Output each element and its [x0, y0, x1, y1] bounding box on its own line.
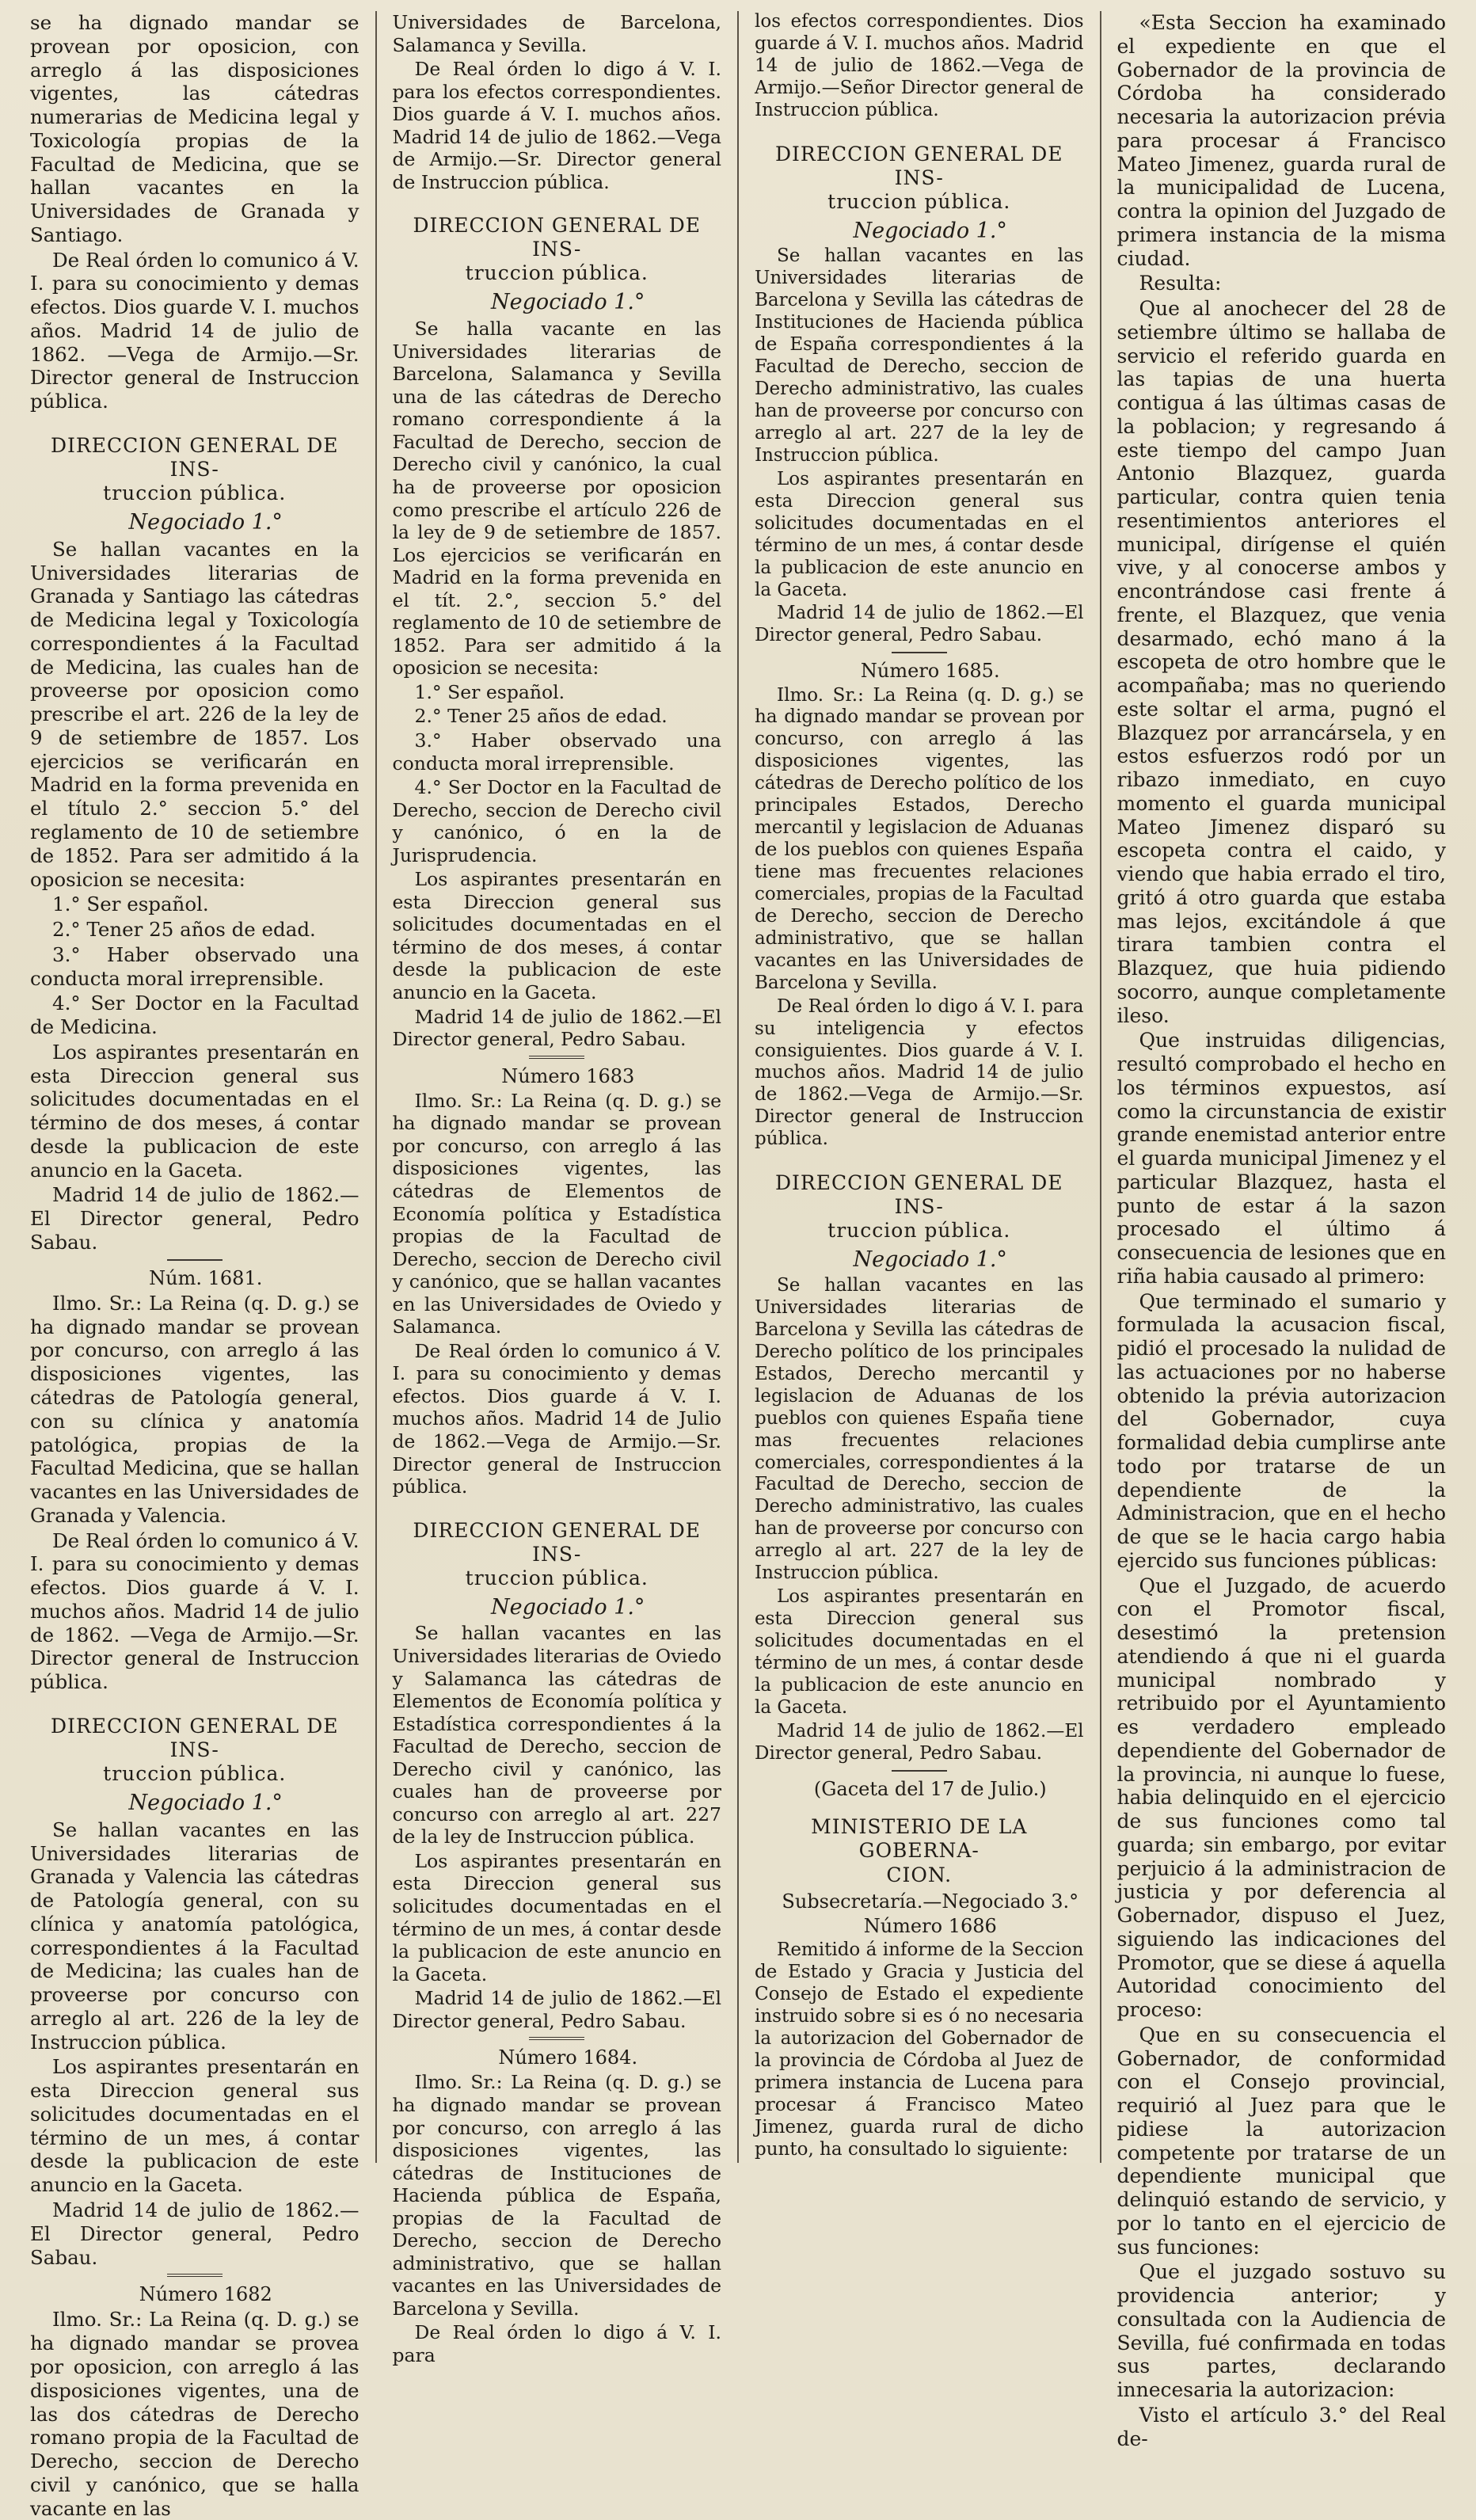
paragraph: Que el juzgado sostuvo su providencia anterior; y consultada con la Audiencia de Sevilla, fué confirmada en todas sus partes, declarando innecesaria la autorizacion: [1117, 2260, 1446, 2401]
paragraph: Remitido á informe de la Seccion de Estado y Gracia y Justicia del Consejo de Estado el expediente instruido sobre si es ó no necesaria la autorizacion del Gobernador de la provincia de Córdoba al Juez de primera instancia de Lucena para procesar á Francisco Mateo Jimenez, guarda rural de dicho punto, ha consultado lo siguiente: [755, 1939, 1084, 2160]
paragraph: se ha dignado mandar se provean por oposicion, con arreglo á las disposiciones vigentes, las cátedras numerarias de Medicina legal y Toxicología propias de la Facultad de Medicina, que se hallan vacantes en la Universidades de Granada y Santiago. [30, 11, 359, 246]
paragraph: Se hallan vacantes en la Universidades literarias de Granada y Santiago las cátedras de Medicina legal y Toxicología correspondientes á la Facultad de Medicina, las cuales han de proveerse por oposicion como prescribe el art. 226 de la ley de 9 de setiembre de 1857. Los ejercicios se verificarán en Madrid en la forma prevenida en el título 2.° seccion 5.° del reglamento de 10 de setiembre de 1852. Para ser admitido á la oposicion se necesita: [30, 537, 359, 891]
paragraph: Se hallan vacantes en las Universidades literarias de Oviedo y Salamanca las cátedras de Elementos de Economía política y Estadística correspondientes á la Facultad de Derecho, seccion de Derecho civil y canónico, las cuales han de proveerse por concurso con arreglo al art. 227 de la ley de Instruccion pública. [392, 1622, 721, 1848]
heading-subline: CION. [886, 1863, 953, 1886]
heading-line: MINISTERIO DE LA GOBERNA- [811, 1814, 1028, 1863]
requirement-item: 2.° Tener 25 años de edad. [52, 918, 316, 942]
section-heading [30, 434, 359, 505]
paragraph: De Real órden lo digo á V. I. para los efectos correspondientes. Dios guarde á V. I. muchos años. Madrid 14 de julio de 1862.—Vega de Armijo.—Sr. Director general de Instruccion pública. [392, 58, 721, 193]
subsecretaria-label: Subsecretaría.—Negociado 3.° [782, 1890, 1079, 1913]
ministry-heading [755, 1815, 1084, 1887]
notice-number: Número 1686 [863, 1915, 997, 1938]
requirement-item: 1.° Ser español. [414, 680, 565, 703]
heading-line: DIRECCION GENERAL DE INS- [413, 214, 701, 261]
negociado-label: Negociado 1.° [491, 290, 645, 315]
section-heading [755, 1171, 1084, 1243]
column-1 [14, 11, 375, 2520]
paragraph: Visto el artículo 3.° del Real de- [1117, 2403, 1446, 2450]
requirement-item: 3.° Haber observado una conducta moral irreprensible. [30, 942, 359, 990]
paragraph: De Real órden lo comunico á V. I. para su conocimiento y demas efectos. Dios guarde á V. I. muchos años. Madrid 14 de julio de 1862. —Vega de Armijo.—Sr. Director general de Instruccion pública. [30, 1528, 359, 1694]
heading-subline: truccion pública. [827, 189, 1011, 213]
paragraph: Se hallan vacantes en las Universidades literarias de Barcelona y Sevilla las cátedras de Instituciones de Hacienda pública de España correspondientes á la Facultad de Derecho, seccion de Derecho administrativo, las cuales han de proveerse por concurso con arreglo al art. 227 de la ley de Instruccion pública. [755, 246, 1084, 466]
heading-subline: truccion pública. [103, 1761, 287, 1785]
paragraph: Se hallan vacantes en las Universidades literarias de Barcelona y Sevilla las cátedras de Derecho político de los principales Estados, Derecho mercantil y legislacion de Aduanas de los pueblos con quienes España tiene mas frecuentes relaciones comerciales, correspondientes á la Facultad de Derecho, seccion de Derecho administrativo, las cuales han de proveerse por concurso con arreglo al art. 227 de la ley de Instruccion pública. [755, 1275, 1084, 1584]
requirement-item: 4.° Ser Doctor en la Facultad de Medicina. [30, 992, 359, 1039]
requirement-item: 4.° Ser Doctor en la Facultad de Derecho, seccion de Derecho civil y canónico, ó en la de Jurisprudencia. [392, 776, 721, 866]
paragraph: Que instruidas diligencias, resultó comprobado el hecho en los términos expuestos, así como la circunstancia de existir grande enemistad anterior entre el guarda municipal Jimenez y el particular Blazquez, hasta el punto de estar á la sazon procesado el último á consecuencia de lesiones que en riña habia causado al primero: [1117, 1029, 1446, 1288]
heading-line: DIRECCION GENERAL DE INS- [50, 434, 339, 482]
negociado-label: Negociado 1.° [128, 510, 283, 535]
paragraph: Madrid 14 de julio de 1862.—El Director general, Pedro Sabau. [30, 1183, 359, 1254]
heading-line: DIRECCION GENERAL DE INS- [413, 1518, 701, 1566]
requirement-item: 2.° Tener 25 años de edad. [414, 705, 668, 728]
paragraph: Que al anochecer del 28 de setiembre último se hallaba de servicio el referido guarda en las tapias de una huerta contigua á las últimas casas de la poblacion; y regresando á este tiempo del campo Juan Antonio Blazquez, guarda particular, contra quien tenia resentimientos anteriores el municipal, dirígense el quién vive, y al conocerse ambos y encontrándose casi frente á frente, el Blazquez, que venia desarmado, echó mano á la escopeta de otro hombre que le acompañaba; mas no queriendo este soltar el arma, pugnó el Blazquez por arrancársela, y en estos esfuerzos rodó por un ribazo inmediato, en cuyo momento el guarda municipal Mateo Jimenez disparó su escopeta contra el caido, y viendo que habia errado el tiro, gritó á otro guarda que estaba mas lejos, excitándole á que tirara tambien contra el Blazquez, que huia pidiendo socorro, aunque completamente ileso. [1117, 297, 1446, 1027]
heading-line: DIRECCION GENERAL DE INS- [774, 142, 1063, 189]
paragraph: Ilmo. Sr.: La Reina (q. D. g.) se ha dignado mandar se provea por oposicion, con arreglo á las disposiciones vigentes, una de las dos cátedras de Derecho romano propia de la Facultad de Derecho, seccion de Derecho civil y canónico, que se halla vacante en las [30, 2308, 359, 2520]
notice-number: Número 1685. [860, 660, 1000, 683]
paragraph: Ilmo. Sr.: La Reina (q. D. g.) se ha dignado mandar se provean por concurso, con arreglo á las disposiciones vigentes, las cátedras de Elementos de Economía política y Estadística propias de la Facultad de Derecho, seccion de Derecho civil y canónico, que se hallan vacantes en las Universidades de Oviedo y Salamanca. [392, 1089, 721, 1338]
heading-subline: truccion pública. [465, 1566, 649, 1589]
section-divider [529, 1056, 584, 1059]
negociado-label: Negociado 1.° [853, 1247, 1007, 1273]
section-divider [892, 1770, 947, 1772]
heading-subline: truccion pública. [827, 1219, 1011, 1243]
paragraph: Que en su consecuencia el Gobernador, de conformidad con el Consejo provincial, requirió al Juez para que le pidiese la autorizacion competente por tratarse de un dependiente municipal que delinquió estando de servicio, y por lo tanto en el ejercicio de sus funciones: [1117, 2023, 1446, 2259]
heading-subline: truccion pública. [103, 482, 287, 505]
paragraph: Que terminado el sumario y formulada la acusacion fiscal, pidió el procesado la nulidad de las actuaciones por no haberse obtenido la prévia autorizacion del Gobernador, cuya formalidad debia cumplirse ante todo por tratarse de un dependiente de la Administracion, que en el hecho de que se le hacia cargo habia ejercido sus funciones públicas: [1117, 1289, 1446, 1572]
paragraph: Madrid 14 de julio de 1862.—El Director general, Pedro Sabau. [755, 1720, 1084, 1764]
paragraph: Madrid 14 de julio de 1862.—El Director general, Pedro Sabau. [392, 1987, 721, 2032]
requirement-item: 1.° Ser español. [52, 893, 209, 916]
paragraph: Los aspirantes presentarán en esta Direccion general sus solicitudes documentadas en el término de un mes, á contar desde la publicacion de este anuncio en la Gaceta. [30, 2055, 359, 2197]
paragraph: De Real órden lo comunico á V. I. para su conocimiento y demas efectos. Dios guarde V. I. muchos años. Madrid 14 de julio de 1862. —Vega de Armijo.—Sr. Director general de Instruccion pública. [30, 248, 359, 413]
section-divider [529, 2037, 584, 2040]
column-4 [1100, 11, 1463, 2450]
paragraph: «Esta Seccion ha examinado el expediente en que el Gobernador de la provincia de Córdoba ha considerado necesaria la autorizacion prévia para procesar á Francisco Mateo Jimenez, guarda rural de la municipalidad de Lucena, contra la opinion del Juzgado de primera instancia de la misma ciudad. [1117, 11, 1446, 270]
paragraph: De Real órden lo comunico á V. I. para su conocimiento y demas efectos. Dios guarde á V. I. muchos años. Madrid 14 de Julio de 1862.—Vega de Armijo.—Sr. Director general de Instruccion pública. [392, 1339, 721, 1498]
paragraph: Ilmo. Sr.: La Reina (q. D. g.) se ha dignado mandar se provean por concurso, con arreglo á las disposiciones vigentes, las cátedras de Instituciones de Hacienda pública de España, propias de la Facultad de Derecho, seccion de Derecho administrativo, que se hallan vacantes en las Universidades de Barcelona y Sevilla. [392, 2071, 721, 2320]
paragraph: Universidades de Barcelona, Salamanca y Sevilla. [392, 11, 721, 56]
section-divider [892, 652, 947, 653]
notice-number: Núm. 1681. [149, 1266, 263, 1289]
heading-subline: truccion pública. [465, 261, 649, 285]
requirement-item: 3.° Haber observado una conducta moral irreprensible. [392, 729, 721, 775]
paragraph: Se halla vacante en las Universidades literarias de Barcelona, Salamanca y Sevilla una de las cátedras de Derecho romano correspondiente á la Facultad de Derecho, seccion de Derecho civil y canónico, la cual ha de proveerse por oposicion como prescribe el artículo 226 de la ley de 9 de setiembre de 1857. Los ejercicios se verificarán en Madrid en la forma prevenida en el tít. 2.°, seccion 5.° del reglamento de 10 de setiembre de 1852. Para ser admitido á la oposicion se necesita: [392, 318, 721, 679]
gaceta-reference: (Gaceta del 17 de Julio.) [813, 1777, 1047, 1800]
paragraph: Ilmo. Sr.: La Reina (q. D. g.) se ha dignado mandar se provean por concurso, con arreglo á las disposiciones vigentes, las cátedras de Derecho político de los principales Estados, Derecho mercantil y legislacion de Aduanas de los pueblos con quienes España tiene mas frecuentes relaciones comerciales, propias de la Facultad de Derecho, seccion de Derecho administrativo, que se hallan vacantes en las Universidades de Barcelona y Sevilla. [755, 684, 1084, 993]
heading-line: DIRECCION GENERAL DE INS- [774, 1171, 1063, 1219]
heading-line: DIRECCION GENERAL DE INS- [50, 1714, 339, 1761]
paragraph: Ilmo. Sr.: La Reina (q. D. g.) se ha dignado mandar se provean por concurso, con arreglo á las disposiciones vigentes, las cátedras de Patología general, con su clínica y anatomía patológica, propias de la Facultad Medicina, que se hallan vacantes en las Universidades de Granada y Valencia. [30, 1291, 359, 1527]
paragraph: Los aspirantes presentarán en esta Direccion general sus solicitudes documentadas en el término de un mes, á contar desde la publicacion de este anuncio en la Gaceta. [392, 1849, 721, 1985]
section-heading [393, 214, 722, 285]
paragraph: Madrid 14 de julio de 1862.—El Director general, Pedro Sabau. [30, 2198, 359, 2269]
negociado-label: Negociado 1.° [491, 1594, 645, 1620]
paragraph: Los aspirantes presentarán en esta Direccion general sus solicitudes documentadas en el término de un mes, á contar desde la publicacion de este anuncio en la Gaceta. [755, 1586, 1084, 1718]
paragraph: Los aspirantes presentarán en esta Direccion general sus solicitudes documentadas en el término de dos meses, á contar desde la publicacion de este anuncio en la Gaceta. [30, 1040, 359, 1182]
negociado-label: Negociado 1.° [853, 218, 1007, 243]
paragraph: Los aspirantes presentarán en esta Direccion general sus solicitudes documentadas en el término de dos meses, á contar desde la publicacion de este anuncio en la Gaceta. [392, 868, 721, 1004]
paragraph: Madrid 14 de julio de 1862.—El Director general, Pedro Sabau. [392, 1005, 721, 1051]
paragraph: los efectos correspondientes. Dios guarde á V. I. muchos años. Madrid 14 de julio de 1862.—Vega de Armijo.—Señor Director general de Instruccion pública. [755, 11, 1084, 120]
paragraph: De Real órden lo digo á V. I. para [392, 2321, 721, 2367]
paragraph: Resulta: [1139, 272, 1222, 295]
negociado-label: Negociado 1.° [128, 1790, 283, 1815]
notice-number: Número 1684. [498, 2046, 638, 2069]
section-heading [30, 1715, 359, 1786]
notice-number: Número 1682 [139, 2283, 272, 2306]
section-divider [167, 2274, 223, 2277]
paragraph: De Real órden lo digo á V. I. para su inteligencia y efectos consiguientes. Dios guarde á V. I. muchos años. Madrid 14 de julio de 1862.—Vega de Armijo.—Sr. Director general de Instruccion pública. [755, 995, 1084, 1150]
section-divider [167, 1259, 223, 1261]
column-2 [375, 11, 738, 2367]
paragraph: Que el Juzgado, de acuerdo con el Promotor fiscal, desestimó la pretension atendiendo á que ni el guarda municipal nombrado y retribuido por el Ayuntamiento es verdadero empleado dependiente del Gobernador de la provincia, ni aunque lo fuese, habia delinquido en el ejercicio de sus funciones como tal guarda; sin embargo, por evitar perjuicio á la administracion de justicia y por deferencia al Gobernador, dispuso el Juez, siguiendo las indicaciones del Promotor, que se diese á aquella Autoridad conocimiento del proceso: [1117, 1574, 1446, 2021]
paragraph: Se hallan vacantes en las Universidades literarias de Granada y Valencia las cátedras de Patología general, con su clínica y anatomía patológica, correspondientes á la Facultad de Medicina; las cuales han de proveerse por concurso con arreglo al art. 226 de la ley de Instruccion pública. [30, 1818, 359, 2054]
section-heading [755, 143, 1084, 214]
paragraph: Los aspirantes presentarán en esta Direccion general sus solicitudes documentadas en el término de un mes, á contar desde la publicacion de este anuncio en la Gaceta. [755, 468, 1084, 600]
paragraph: Madrid 14 de julio de 1862.—El Director general, Pedro Sabau. [755, 603, 1084, 646]
column-3 [737, 11, 1100, 2163]
section-heading [393, 1519, 722, 1590]
notice-number: Número 1683 [501, 1064, 635, 1087]
